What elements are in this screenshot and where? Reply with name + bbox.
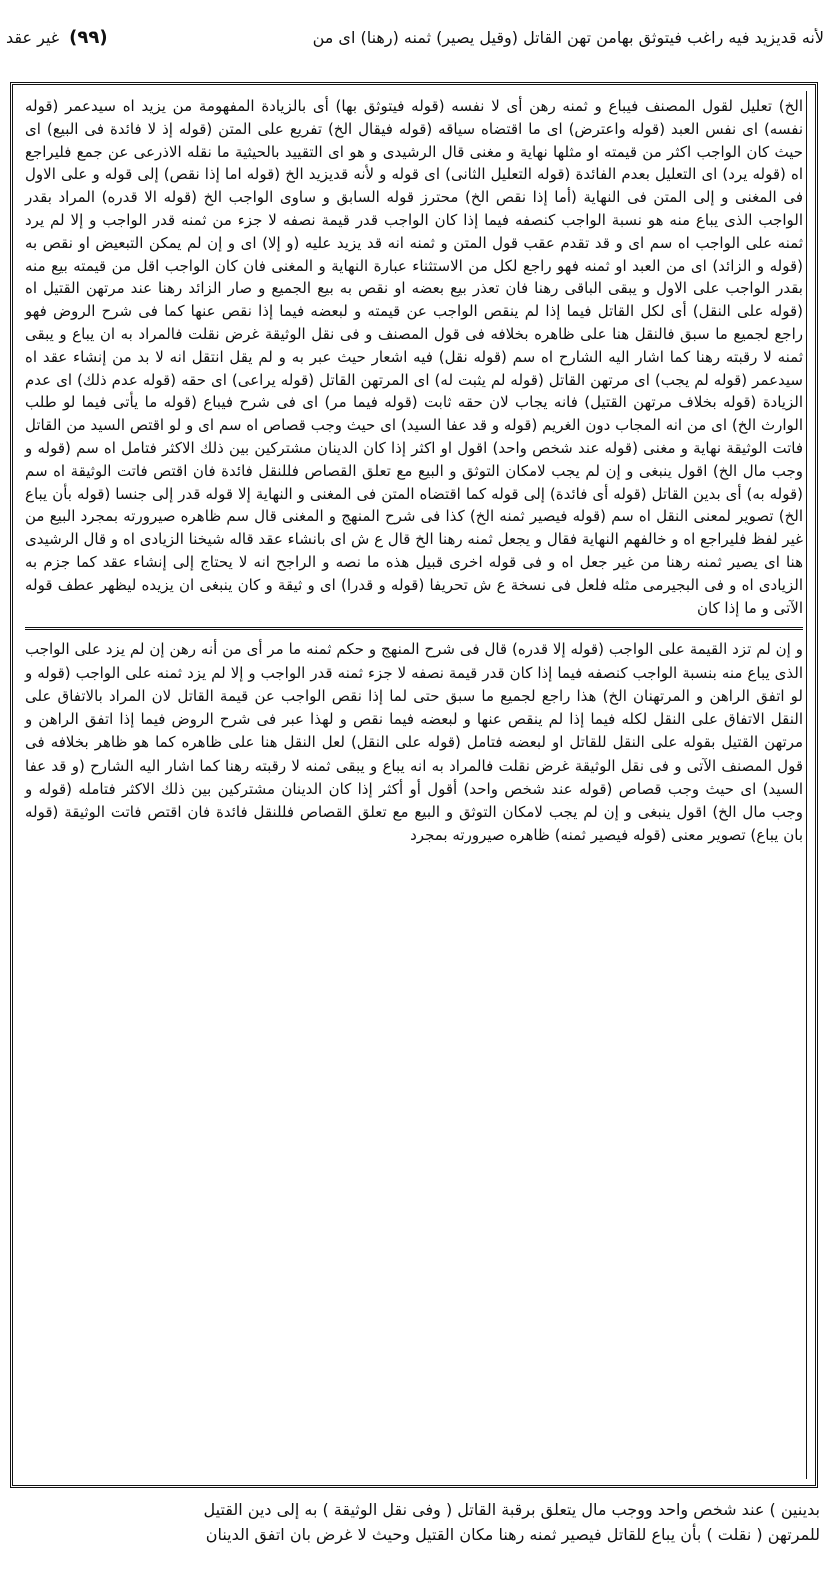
main-text-tail <box>10 1498 820 1548</box>
header-left-fragment: غير عقد <box>6 28 60 48</box>
running-header-text: لأنه قديزيد فيه راغب فيتوثق بهامن تهن القاتل (وقيل يصير) ثمنه (رهنا) اى من <box>312 28 824 48</box>
frame-inner-rule <box>806 91 807 1479</box>
main-text-line: للمرتهن ( نقلت ) بأن يباع للقاتل فيصير ثمنه رهنا مكان القتيل وحيث لا غرض بان اتفق الدينان <box>205 1524 820 1544</box>
upper-commentary-paragraph: الخ) تعليل لقول المصنف فيباع و ثمنه رهن أى لا نفسه (قوله فيتوثق بها) أى بالزيادة المفهومة من يزيد اه سيدعمر (قوله نفسه) اى نفس العبد (قوله واعترض) اى ما اقتضاه سياقه (قوله فيقال الخ) تفريع على المتن (قوله إذ لا فائدة فى البيع) اى حيث كان الواجب اكثر من قيمته او مثلها نهاية و مغنى قال الرشيدى و هو اى التقييد بالحيثية ما نقله الاذرعى عن جمع فليراجع اه (قوله يرد) اى التعليل بعدم الفائدة (قوله التعليل الثانى) اى قوله و لأنه قديزيد الخ (قوله اما إذا نقص) إلى قوله و على الاول فى المغنى و إلى المتن فى النهاية (أما إذا نقص الخ) محترز قوله السابق و ساوى الواجب الخ (قوله الا قدره) المراد بقدر الواجب الذى يباع منه هو نسبة الواجب كنصفه فيما إذا كان الواجب قدر قيمة نصفه لا جزء من ثمنه قدر الواجب و إلا لم يرد ثمنه على الواجب اه سم اى و قد تقدم عقب قول المتن و ثمنه انه قد يزيد عليه (و إلا) اى و إن لم يمكن التبعيض او نقص به (قوله و الزائد) اى من العبد او ثمنه فهو راجع لكل من الاستثناء عبارة النهاية و المغنى فان كان الواجب اقل من قيمته بيع منه بقدر الواجب على الاول و يبقى الباقى رهنا فان تعذر بيع بعضه او نقص به بيع الجميع و صار الزائد رهنا عند مرتهن القتيل اه (قوله على النقل) أى لكل القاتل فيما إذا لم ينقص الواجب عن قيمته و لبعضه فيما إذا نقص عنها كما فى شرح الروض فهو راجع لجميع ما سبق فالنقل هنا على ظاهره بخلافه فى قول المصنف و فى نقل الوثيقة غرض نقلت فالمراد به ان يباع و يبقى ثمنه لا رقبته رهنا كما اشار اليه الشارح اه سم (قوله نقل) فيه اشعار حيث عبر به و لم يقل انتقل انه لا بد من إنشاء عقد اه سيدعمر (قوله لم يجب) اى مرتهن القاتل (قوله لم يثبت له) اى المرتهن القاتل (قوله يراعى) اى حقه (قوله عدم ذلك) اى عدم الزيادة (قوله بخلاف مرتهن القتيل) فانه يجاب لان حقه ثابت (قوله فيما مر) اى فى شرح فيباع (قوله ما يأتى فيما لو طلب الوارث الخ) اى من انه المجاب دون الغريم (قوله و قد عفا السيد) اى حيث وجب قصاص اه سم اى و لو اقتص السيد من القاتل فاتت الوثيقة نهاية و مغنى (قوله عند شخص واحد) اقول او اكثر إذا كان الدينان مشتركين بين ذلك الاكثر فتامل اه سم (قوله و وجب مال الخ) اقول ينبغى و إن لم يجب لامكان التوثق و البيع مع تعلق القصاص فللنقل فائدة فان اقتص فاتت الوثيقة اه سم (قوله به) أى بدين القاتل (قوله أى فائدة) إلى قوله كما اقتضاه المتن فى المغنى و النهاية إلا قوله قدر إلى جنسا (قوله بأن يباع الخ) تصوير لمعنى النقل اه سم (قوله فيصير ثمنه الخ) كذا فى شرح المنهج و المغنى قال سم ظاهره صيرورته بمجرد البيع من غير لفظ فليراجع اه و خالفهم النهاية فقال و يجعل ثمنه رهنا الخ قال ع ش اى بانشاء عقد قاله شيخنا الزيادى اه و قال الرشيدى هنا اى يصير ثمنه رهنا من غير جعل اه و فى قوله اخرى قبيل هذه ما نصه و الراجح انه لا يحتاج إلى إنشاء عقد كما جزم به الزيادى اه و فى البجيرمى مثله فلعل فى نسخة ع ش تحريفا (قوله و قدرا) اى و ثيقة و كان ينبغى ان يزيده ليظهر عطف قوله الآتى و ما إذا كان <box>25 97 803 617</box>
lower-commentary-paragraph: و إن لم تزد القيمة على الواجب (قوله إلا قدره) قال فى شرح المنهج و حكم ثمنه ما مر أى من أنه رهن إن لم يزد على الواجب الذى يباع منه بنسبة الواجب كنصفه فيما إذا كان قدر قيمة نصفه لا جزء ثمنه قدر الواجب و إلا لم يزد ثمنه على الواجب (قوله و لو اتفق الراهن و المرتهنان الخ) هذا راجع لجميع ما سبق حتى لما إذا نقص الواجب عن قيمة القاتل لان المراد بالاتفاق على النقل الاتفاق على النقل لكله فيما إذا لم ينقص عنها و لبعضه فيما نقص و لهذا عبر فى شرح الروض فيما إذا اتفق الراهن و مرتهن القتيل بقوله على النقل للقاتل او لبعضه فتامل (قوله على النقل) لعل النقل هنا على ظاهره كما هو ظاهر بخلافه فى قول المصنف الآتى و فى نقل الوثيقة غرض نقلت فالمراد به انه يباع و يبقى ثمنه لا رقبته رهنا كما اشار اليه الشارح (و قد عفا السيد) اى حيث وجب قصاص (قوله عند شخص واحد) أقول أو أكثر إذا كان الدينان مشتركين بين ذلك الاكثر فتامله (قوله و وجب مال الخ) اقول ينبغى و إن لم يجب لامكان التوثق و البيع مع تعلق القصاص فللنقل فائدة فان اقتص فاتت الوثيقة (قوله بان يباع) تصوير معنى (قوله فيصير ثمنه) ظاهره صيرورته بمجرد <box>25 640 803 845</box>
page-header <box>6 8 824 68</box>
section-divider <box>25 627 803 630</box>
main-text-line: بدينين ) عند شخص واحد ووجب مال يتعلق برقبة القاتل ( وفى نقل الوثيقة ) به إلى دين القتيل <box>203 1500 820 1519</box>
commentary-frame <box>10 82 818 1488</box>
upper-commentary <box>25 95 803 619</box>
lower-commentary <box>25 638 803 847</box>
page-number: (٩٩) <box>69 27 108 49</box>
